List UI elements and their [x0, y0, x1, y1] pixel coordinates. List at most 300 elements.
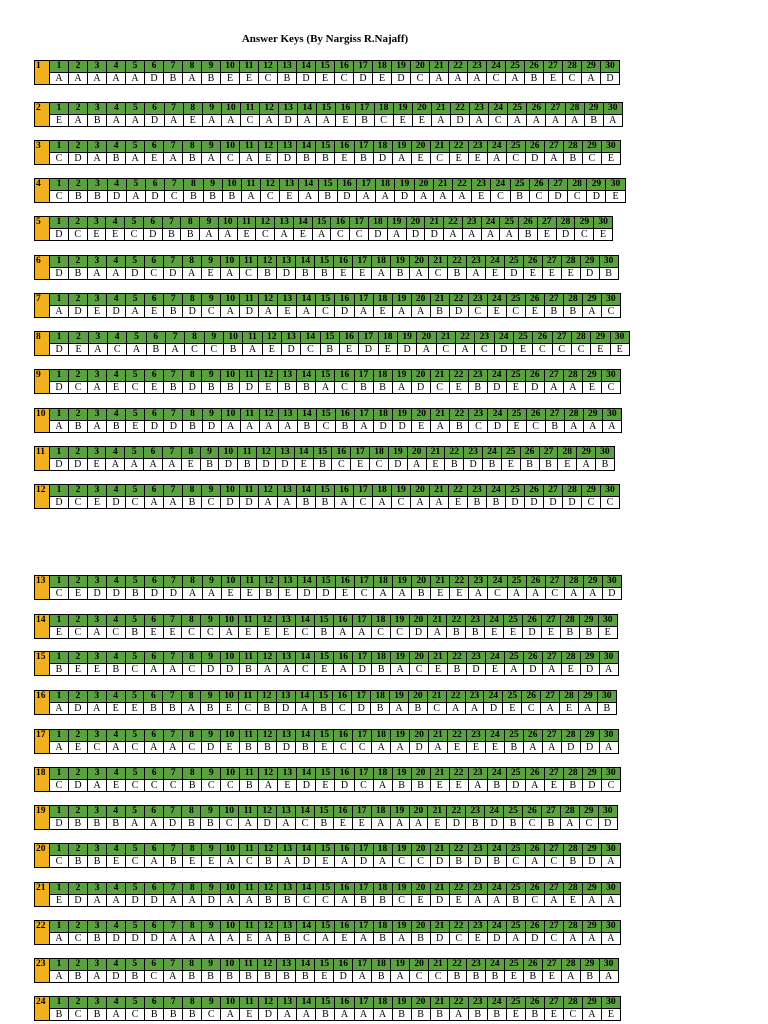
answer-cell: B — [201, 703, 220, 715]
key-number: 11 — [35, 447, 50, 471]
answer-cell: A — [277, 664, 296, 676]
answer-cell: D — [201, 742, 220, 754]
question-number: 2 — [69, 883, 88, 895]
answer-cell: D — [281, 344, 300, 356]
answer-cell: A — [542, 664, 561, 676]
question-number: 29 — [582, 921, 601, 933]
answer-cell: C — [50, 588, 69, 600]
answer-cell: E — [87, 664, 106, 676]
question-number: 1 — [50, 485, 69, 497]
answer-cell: E — [472, 191, 491, 203]
question-number: 2 — [68, 730, 87, 742]
question-number: 5 — [126, 179, 145, 191]
answer-cell: D — [447, 818, 466, 830]
answer-cell: A — [50, 703, 69, 715]
question-number: 17 — [351, 447, 370, 459]
answer-cell: D — [219, 459, 238, 471]
answer-cell: E — [68, 742, 87, 754]
answer-cell: A — [603, 115, 622, 127]
answer-cell: D — [201, 664, 220, 676]
answer-cell: B — [183, 497, 202, 509]
answer-cell: A — [221, 856, 240, 868]
answer-cell: A — [372, 268, 391, 280]
question-number: 24 — [487, 294, 506, 306]
question-number: 26 — [523, 806, 542, 818]
answer-cell: D — [69, 895, 88, 907]
answer-row — [35, 497, 620, 509]
answer-cell: A — [544, 153, 563, 165]
answer-cell: A — [164, 933, 183, 945]
answer-cell: A — [126, 153, 145, 165]
answer-cell: A — [546, 115, 565, 127]
question-number: 6 — [144, 691, 163, 703]
answer-cell: A — [88, 895, 107, 907]
question-number: 23 — [470, 103, 489, 115]
question-number: 27 — [541, 615, 560, 627]
question-number: 11 — [240, 103, 259, 115]
question-number: 20 — [411, 997, 430, 1009]
question-number: 26 — [525, 768, 544, 780]
question-number-row — [35, 768, 621, 780]
answer-cell: E — [563, 895, 582, 907]
question-number: 22 — [449, 370, 468, 382]
question-number: 23 — [466, 615, 485, 627]
question-number: 16 — [334, 256, 353, 268]
answer-cell: D — [587, 191, 606, 203]
answer-cell: A — [433, 191, 452, 203]
question-number: 25 — [506, 485, 525, 497]
answer-cell: D — [430, 856, 449, 868]
question-number: 14 — [297, 997, 316, 1009]
answer-cell: B — [259, 588, 278, 600]
question-number-row — [35, 485, 620, 497]
question-number: 4 — [106, 615, 125, 627]
answer-cell: A — [542, 742, 561, 754]
question-number: 26 — [525, 485, 544, 497]
question-number: 19 — [391, 256, 410, 268]
answer-cell: D — [125, 268, 144, 280]
question-number: 16 — [335, 921, 354, 933]
answer-cell: A — [277, 818, 296, 830]
question-number: 7 — [164, 370, 183, 382]
question-number: 21 — [436, 332, 455, 344]
answer-cell: E — [468, 933, 487, 945]
question-number: 29 — [579, 806, 598, 818]
answer-key-block — [34, 767, 621, 792]
question-number: 23 — [469, 576, 488, 588]
answer-cell: B — [563, 856, 582, 868]
answer-cell: B — [183, 421, 202, 433]
answer-key-table — [34, 331, 630, 356]
question-number: 6 — [145, 370, 164, 382]
answer-cell: B — [563, 780, 582, 792]
question-number-row — [35, 409, 622, 421]
question-number: 19 — [392, 921, 411, 933]
question-number: 12 — [256, 217, 275, 229]
question-number: 28 — [563, 141, 582, 153]
answer-key-block — [34, 996, 621, 1021]
question-number: 4 — [107, 485, 126, 497]
answer-cell: E — [449, 153, 468, 165]
question-number: 19 — [392, 61, 411, 73]
answer-cell: A — [469, 588, 488, 600]
answer-cell: C — [238, 703, 257, 715]
answer-cell: D — [277, 742, 296, 754]
question-number: 5 — [125, 447, 144, 459]
question-number: 12 — [259, 768, 278, 780]
answer-row — [35, 664, 619, 676]
answer-cell: B — [68, 971, 87, 983]
question-number: 26 — [525, 883, 544, 895]
question-number: 19 — [392, 370, 411, 382]
question-number: 24 — [487, 768, 506, 780]
answer-cell: B — [392, 1009, 411, 1021]
question-number: 30 — [601, 997, 620, 1009]
answer-cell: C — [411, 856, 430, 868]
question-number: 18 — [369, 217, 388, 229]
key-number: 8 — [35, 332, 50, 356]
question-number: 18 — [372, 730, 391, 742]
answer-cell: C — [240, 856, 259, 868]
answer-key-block — [34, 805, 618, 830]
answer-cell: E — [280, 191, 299, 203]
answer-cell: A — [407, 459, 426, 471]
answer-cell: A — [565, 115, 584, 127]
question-number: 24 — [487, 997, 506, 1009]
answer-row — [35, 971, 619, 983]
question-number: 27 — [541, 806, 560, 818]
question-number: 6 — [146, 332, 165, 344]
question-number: 3 — [88, 370, 107, 382]
question-number: 12 — [259, 997, 278, 1009]
answer-cell: A — [69, 115, 88, 127]
question-number: 10 — [220, 691, 239, 703]
answer-cell: E — [351, 459, 370, 471]
question-number: 7 — [164, 103, 183, 115]
question-number: 20 — [410, 730, 429, 742]
answer-cell: E — [237, 229, 256, 241]
answer-cell: A — [295, 703, 314, 715]
answer-cell: A — [465, 703, 484, 715]
answer-key-block — [34, 614, 618, 639]
question-number: 6 — [143, 217, 162, 229]
question-number: 20 — [414, 179, 433, 191]
question-number: 4 — [106, 806, 125, 818]
answer-cell: D — [369, 229, 388, 241]
answer-cell: B — [354, 382, 373, 394]
question-number-row — [35, 370, 621, 382]
answer-cell: B — [164, 73, 183, 85]
answer-cell: E — [601, 153, 620, 165]
question-number: 4 — [106, 730, 125, 742]
question-number: 20 — [417, 332, 436, 344]
question-number: 11 — [240, 997, 259, 1009]
question-number: 27 — [542, 256, 561, 268]
answer-cell: A — [144, 818, 163, 830]
answer-cell: E — [582, 382, 601, 394]
answer-cell: A — [561, 971, 580, 983]
answer-cell: D — [523, 627, 542, 639]
question-number: 8 — [183, 409, 202, 421]
answer-cell: C — [301, 344, 320, 356]
question-number: 18 — [371, 806, 390, 818]
answer-cell: D — [354, 73, 373, 85]
question-number: 24 — [491, 179, 510, 191]
question-number: 26 — [525, 294, 544, 306]
question-number: 21 — [430, 370, 449, 382]
answer-cell: C — [370, 459, 389, 471]
question-number: 21 — [429, 256, 448, 268]
answer-key-table — [34, 369, 621, 394]
answer-cell: D — [449, 306, 468, 318]
question-number: 18 — [374, 103, 393, 115]
answer-cell: A — [429, 742, 448, 754]
answer-cell: A — [601, 895, 620, 907]
question-number: 1 — [50, 576, 69, 588]
answer-cell: E — [504, 627, 523, 639]
question-number-row — [35, 294, 621, 306]
answer-cell: D — [334, 971, 353, 983]
question-number: 9 — [202, 294, 221, 306]
question-number: 2 — [69, 768, 88, 780]
question-number: 14 — [299, 179, 318, 191]
answer-cell: A — [126, 73, 145, 85]
answer-cell: A — [373, 856, 392, 868]
question-number: 10 — [221, 844, 240, 856]
question-number: 17 — [352, 806, 371, 818]
answer-cell: A — [221, 306, 240, 318]
question-number: 28 — [560, 615, 579, 627]
answer-cell: D — [258, 818, 277, 830]
answer-cell: A — [258, 664, 277, 676]
answer-cell: A — [582, 306, 601, 318]
answer-key-table — [34, 614, 618, 639]
answer-cell: E — [259, 153, 278, 165]
answer-cell: A — [88, 780, 107, 792]
question-number: 23 — [475, 332, 494, 344]
question-number: 23 — [468, 921, 487, 933]
question-number: 13 — [279, 103, 298, 115]
question-number: 1 — [50, 768, 69, 780]
question-number: 5 — [126, 485, 145, 497]
answer-cell: B — [504, 818, 523, 830]
answer-cell: A — [183, 588, 202, 600]
answer-cell: E — [145, 306, 164, 318]
question-number: 13 — [278, 294, 297, 306]
answer-cell: C — [87, 742, 106, 754]
answer-key-table — [34, 293, 621, 318]
answer-cell: E — [411, 153, 430, 165]
question-number: 2 — [68, 447, 87, 459]
answer-cell: B — [408, 703, 427, 715]
question-number: 5 — [126, 576, 145, 588]
answer-cell: D — [69, 153, 88, 165]
key-number: 6 — [35, 256, 50, 280]
answer-cell: D — [548, 191, 567, 203]
answer-cell: B — [373, 382, 392, 394]
answer-cell: A — [500, 229, 519, 241]
question-number: 25 — [506, 141, 525, 153]
question-number: 9 — [201, 959, 220, 971]
answer-cell: E — [278, 780, 297, 792]
answer-cell: B — [563, 306, 582, 318]
answer-cell: D — [411, 382, 430, 394]
question-number: 2 — [68, 256, 87, 268]
question-number: 8 — [183, 844, 202, 856]
question-number: 9 — [201, 615, 220, 627]
answer-cell: A — [107, 73, 126, 85]
question-number: 24 — [485, 615, 504, 627]
answer-cell: E — [411, 895, 430, 907]
question-number: 11 — [240, 485, 259, 497]
answer-cell: E — [315, 971, 334, 983]
question-number: 1 — [50, 294, 69, 306]
answer-cell: C — [563, 1009, 582, 1021]
question-number: 19 — [391, 730, 410, 742]
answer-cell: C — [201, 627, 220, 639]
question-number: 13 — [277, 806, 296, 818]
question-number: 24 — [487, 883, 506, 895]
answer-cell: D — [353, 664, 372, 676]
answer-row — [35, 115, 623, 127]
question-number: 26 — [525, 141, 544, 153]
answer-cell: E — [487, 306, 506, 318]
answer-cell: B — [580, 971, 599, 983]
answer-cell: B — [125, 971, 144, 983]
question-number-row — [35, 576, 622, 588]
question-number: 28 — [561, 959, 580, 971]
question-number: 7 — [163, 652, 182, 664]
answer-cell: E — [506, 382, 525, 394]
question-number: 20 — [411, 61, 430, 73]
answer-cell: E — [449, 780, 468, 792]
answer-key-table — [34, 958, 619, 983]
answer-cell: A — [259, 421, 278, 433]
answer-cell: A — [393, 588, 412, 600]
answer-cell: C — [221, 153, 240, 165]
question-number: 8 — [183, 103, 202, 115]
question-number: 28 — [563, 883, 582, 895]
question-number: 29 — [582, 485, 601, 497]
question-number: 18 — [373, 485, 392, 497]
answer-cell: C — [256, 229, 275, 241]
question-number: 18 — [373, 370, 392, 382]
question-number: 20 — [411, 141, 430, 153]
answer-cell: E — [501, 459, 520, 471]
question-number: 16 — [334, 652, 353, 664]
question-number: 14 — [294, 447, 313, 459]
answer-cell: A — [444, 229, 463, 241]
question-number: 20 — [412, 409, 431, 421]
answer-cell: D — [563, 497, 582, 509]
question-number: 30 — [601, 141, 620, 153]
answer-cell: E — [315, 664, 334, 676]
answer-cell: C — [332, 459, 351, 471]
question-number: 9 — [202, 103, 221, 115]
question-number: 26 — [526, 576, 545, 588]
question-number: 18 — [374, 409, 393, 421]
question-number: 26 — [529, 179, 548, 191]
answer-cell: D — [240, 382, 259, 394]
question-number: 12 — [258, 730, 277, 742]
answer-cell: A — [466, 268, 485, 280]
answer-cell: A — [487, 895, 506, 907]
question-number: 30 — [598, 615, 617, 627]
question-number: 8 — [183, 294, 202, 306]
question-number: 13 — [278, 141, 297, 153]
answer-cell: B — [544, 306, 563, 318]
question-number: 14 — [295, 615, 314, 627]
answer-cell: E — [393, 115, 412, 127]
question-number: 8 — [183, 485, 202, 497]
answer-cell: E — [145, 153, 164, 165]
question-number: 15 — [317, 103, 336, 115]
answer-cell: D — [240, 497, 259, 509]
answer-cell: B — [487, 497, 506, 509]
question-number: 20 — [406, 217, 425, 229]
answer-cell: D — [50, 268, 69, 280]
answer-cell: B — [182, 971, 201, 983]
answer-cell: D — [393, 421, 412, 433]
answer-cell: A — [563, 382, 582, 394]
question-number: 14 — [297, 883, 316, 895]
answer-cell: A — [411, 497, 430, 509]
answer-cell: C — [475, 344, 494, 356]
answer-cell: A — [183, 73, 202, 85]
answer-cell: A — [50, 421, 69, 433]
question-number: 28 — [556, 217, 575, 229]
question-number: 8 — [181, 447, 200, 459]
question-number: 14 — [293, 217, 312, 229]
answer-key-block — [34, 484, 620, 509]
answer-cell: C — [185, 344, 204, 356]
question-number: 7 — [163, 959, 182, 971]
answer-cell: C — [563, 73, 582, 85]
question-number: 10 — [221, 997, 240, 1009]
question-number: 6 — [144, 447, 163, 459]
question-number-row — [35, 730, 619, 742]
answer-cell: A — [241, 191, 260, 203]
answer-cell: A — [202, 115, 221, 127]
question-number-row — [35, 691, 617, 703]
answer-cell: D — [464, 459, 483, 471]
answer-cell: A — [335, 497, 354, 509]
answer-row — [35, 703, 617, 715]
answer-cell: B — [318, 191, 337, 203]
answer-cell: A — [221, 421, 240, 433]
answer-cell: B — [88, 856, 107, 868]
question-number: 21 — [430, 485, 449, 497]
question-number: 18 — [373, 921, 392, 933]
answer-cell: B — [126, 588, 145, 600]
answer-cell: D — [337, 191, 356, 203]
question-number: 25 — [501, 447, 520, 459]
question-number: 25 — [506, 997, 525, 1009]
answer-cell: E — [561, 664, 580, 676]
answer-cell: E — [485, 664, 504, 676]
question-number: 29 — [582, 370, 601, 382]
answer-cell: A — [352, 627, 371, 639]
question-number: 23 — [466, 256, 485, 268]
question-number: 3 — [88, 768, 107, 780]
answer-cell: D — [556, 229, 575, 241]
question-number: 14 — [297, 485, 316, 497]
answer-cell: E — [220, 742, 239, 754]
answer-cell: E — [221, 73, 240, 85]
question-number: 1 — [50, 883, 69, 895]
answer-cell: E — [594, 229, 613, 241]
answer-cell: B — [466, 818, 485, 830]
